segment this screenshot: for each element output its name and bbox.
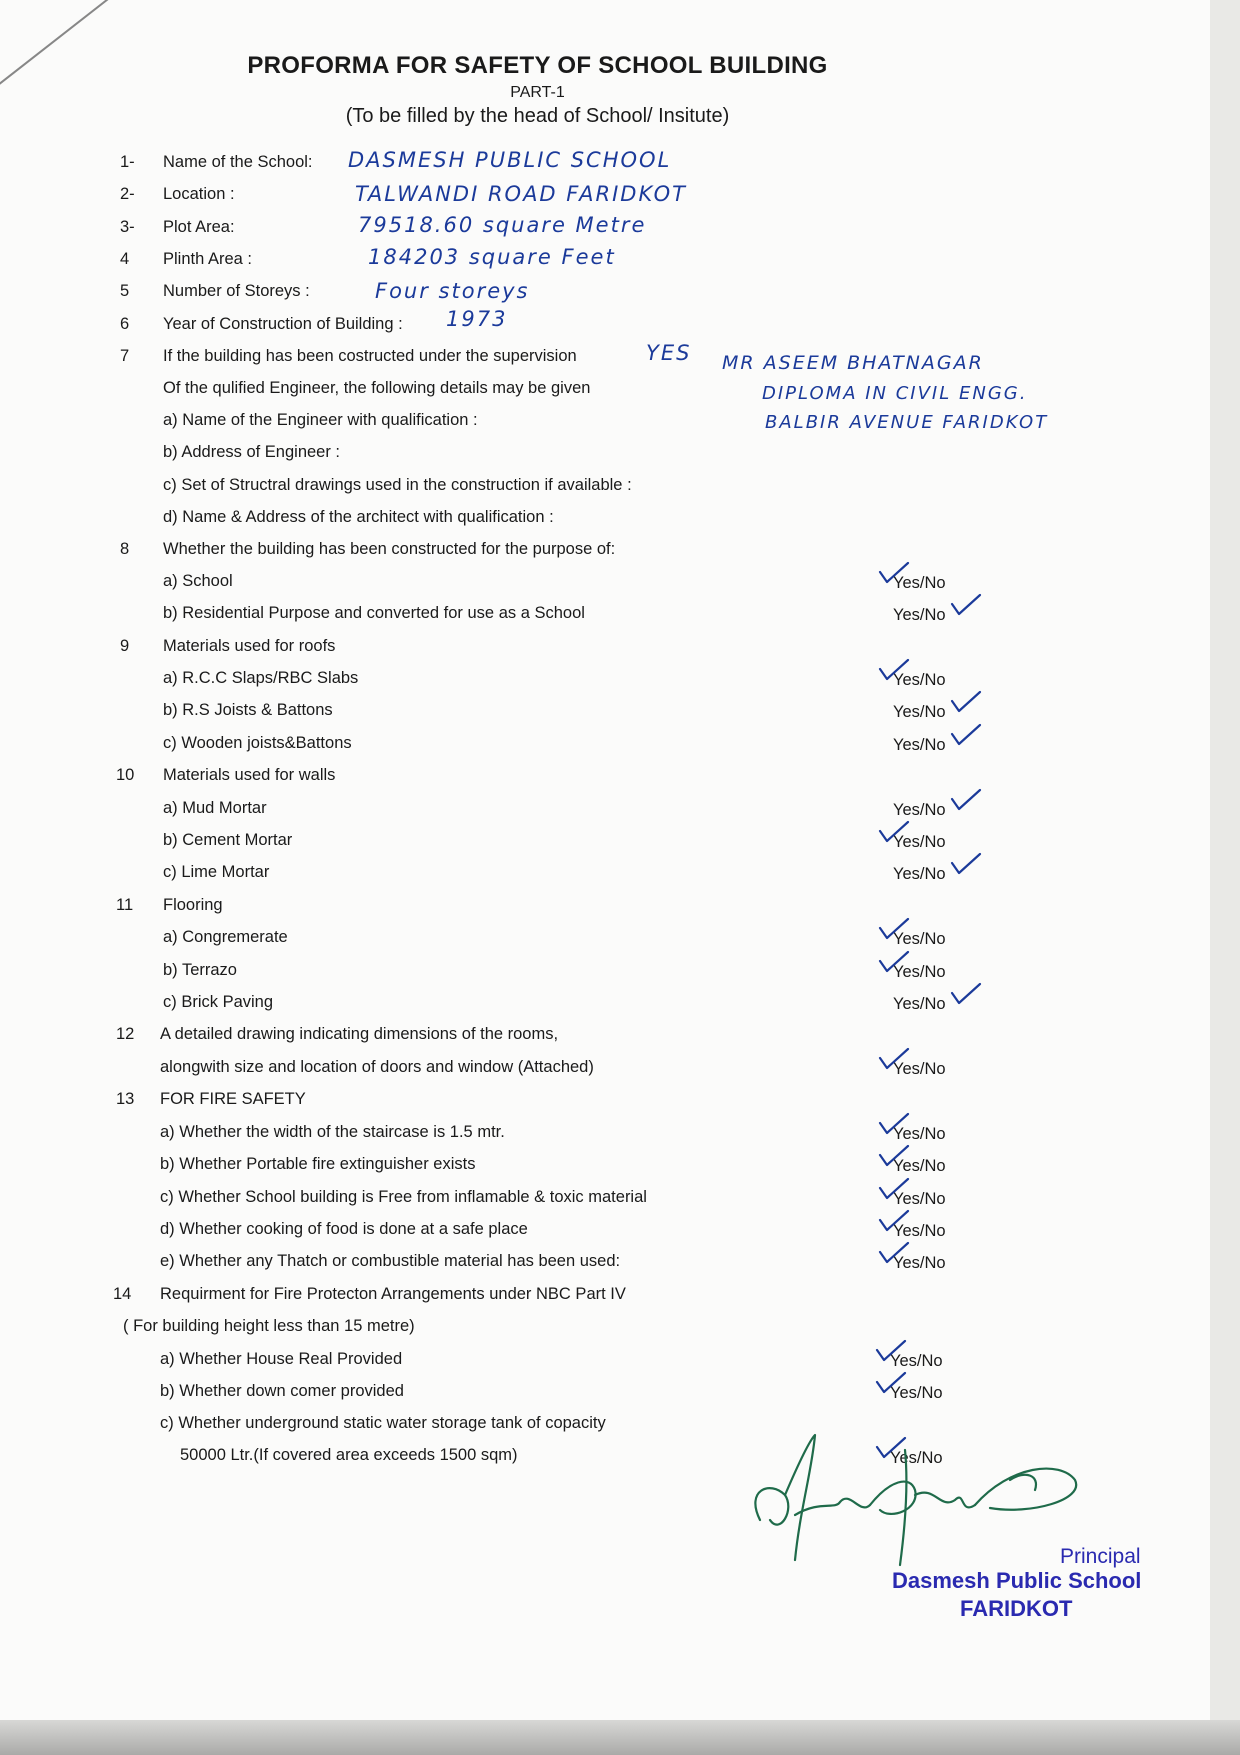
item-number: 13 — [116, 1090, 135, 1108]
item-label: A detailed drawing indicating dimensions of the rooms, — [160, 1025, 559, 1043]
tick-yes-icon — [877, 1176, 911, 1202]
item-label: b) Terrazo — [163, 961, 237, 979]
item-label: a) School — [163, 572, 233, 590]
yes-no-answer: Yes/No — [893, 1222, 946, 1240]
yes-no-answer: Yes/No — [893, 1060, 946, 1078]
item-label: b) Whether Portable fire extinguisher exists — [160, 1155, 476, 1173]
engineer-qualification-value: DIPLOMA IN CIVIL ENGG. — [762, 383, 1028, 404]
yes-no-answer: Yes/No — [893, 606, 946, 624]
tick-no-icon — [949, 851, 983, 877]
item-label: Plot Area: — [163, 218, 235, 236]
item-label: Name of the School: — [163, 153, 313, 171]
yes-no-answer: Yes/No — [890, 1384, 943, 1402]
yes-no-answer: Yes/No — [890, 1449, 943, 1467]
item-number: 12 — [116, 1025, 135, 1043]
item-number: 8 — [120, 540, 130, 558]
item-number: 14 — [113, 1285, 132, 1303]
principal-signature — [740, 1420, 1100, 1570]
yes-no-answer: Yes/No — [893, 671, 946, 689]
item-label: a) Congremerate — [163, 928, 288, 946]
item-label: d) Whether cooking of food is done at a safe place — [160, 1220, 528, 1238]
item-label: c) Brick Paving — [163, 993, 274, 1011]
tick-yes-icon — [874, 1370, 908, 1396]
tick-no-icon — [949, 722, 983, 748]
item-label: If the building has been costructed under the supervision — [163, 347, 577, 365]
yes-no-answer: Yes/No — [893, 833, 946, 851]
tick-yes-icon — [877, 1240, 911, 1266]
form-title: PROFORMA FOR SAFETY OF SCHOOL BUILDING — [247, 52, 828, 79]
yes-no-answer: Yes/No — [893, 1125, 946, 1143]
scan-edge-bottom — [0, 1720, 1240, 1755]
tick-yes-icon — [877, 1143, 911, 1169]
item-label: Number of Storeys : — [163, 282, 310, 300]
item-number: 11 — [116, 896, 134, 914]
item-number: 2- — [120, 185, 135, 203]
item-label: 50000 Ltr.(If covered area exceeds 1500 sqm) — [180, 1446, 518, 1464]
yes-no-answer: Yes/No — [893, 1157, 946, 1175]
item-label: alongwith size and location of doors and window (Attached) — [160, 1058, 594, 1076]
tick-yes-icon — [877, 1046, 911, 1072]
plot-area-value: 79518.60 square Metre — [358, 213, 647, 237]
school-name-value: DASMESH PUBLIC SCHOOL — [348, 148, 672, 172]
item-label: c) Whether underground static water storage tank of copacity — [160, 1414, 606, 1432]
stamp-school: Dasmesh Public School — [892, 1568, 1142, 1593]
item-number: 6 — [120, 315, 130, 333]
item-label: c) Lime Mortar — [163, 863, 270, 881]
tick-yes-icon — [877, 819, 911, 845]
item-label: Location : — [163, 185, 235, 203]
item-label: c) Whether School building is Free from inflamable & toxic material — [160, 1188, 647, 1206]
yes-no-answer: Yes/No — [893, 736, 946, 754]
item-label: Of the qulified Engineer, the following details may be given — [163, 379, 591, 397]
yes-no-answer: Yes/No — [893, 1254, 946, 1272]
location-value: TALWANDI ROAD FARIDKOT — [355, 182, 688, 206]
item-label: Flooring — [163, 896, 223, 914]
tick-no-icon — [949, 787, 983, 813]
item-label: a) R.C.C Slaps/RBC Slabs — [163, 669, 359, 687]
item-label: Requirment for Fire Protecton Arrangements under NBC Part IV — [160, 1285, 626, 1303]
tick-no-icon — [949, 981, 983, 1007]
yes-no-answer: Yes/No — [893, 703, 946, 721]
engineer-address-value: BALBIR AVENUE FARIDKOT — [765, 412, 1049, 433]
tick-yes-icon — [877, 949, 911, 975]
yes-no-answer: Yes/No — [893, 801, 946, 819]
yes-no-answer: Yes/No — [893, 1190, 946, 1208]
item-label: b) Residential Purpose and converted for use as a School — [163, 604, 585, 622]
supervision-answer: YES — [646, 341, 692, 365]
tick-yes-icon — [877, 1111, 911, 1137]
form-subtitle: (To be filled by the head of School/ Insitute) — [345, 105, 730, 127]
yes-no-answer: Yes/No — [890, 1352, 943, 1370]
form-part: PART-1 — [510, 84, 565, 101]
yes-no-answer: Yes/No — [893, 995, 946, 1013]
item-label: a) Name of the Engineer with qualification : — [163, 411, 478, 429]
item-number: 5 — [120, 282, 130, 300]
item-label: Year of Construction of Building : — [163, 315, 403, 333]
tick-yes-icon — [877, 657, 911, 683]
yes-no-answer: Yes/No — [893, 963, 946, 981]
item-label: Materials used for walls — [163, 766, 336, 784]
item-number: 7 — [120, 347, 130, 365]
item-number: 3- — [120, 218, 135, 236]
construction-year-value: 1973 — [446, 307, 508, 331]
item-number: 10 — [116, 766, 135, 784]
tick-yes-icon — [874, 1435, 908, 1461]
item-label: Materials used for roofs — [163, 637, 336, 655]
tick-no-icon — [949, 689, 983, 715]
plinth-area-value: 184203 square Feet — [368, 245, 616, 269]
item-label: FOR FIRE SAFETY — [160, 1090, 306, 1108]
item-label: b) Whether down comer provided — [160, 1382, 404, 1400]
item-label: b) R.S Joists & Battons — [163, 701, 333, 719]
item-label: a) Whether House Real Provided — [160, 1350, 403, 1368]
item-label: c) Wooden joists&Battons — [163, 734, 352, 752]
item-label: c) Set of Structral drawings used in the construction if available : — [163, 476, 632, 494]
item-label: e) Whether any Thatch or combustible material has been used: — [160, 1252, 621, 1270]
tick-yes-icon — [877, 916, 911, 942]
tick-no-icon — [949, 592, 983, 618]
item-label: Whether the building has been constructed for the purpose of: — [163, 540, 616, 558]
item-label: b) Cement Mortar — [163, 831, 293, 849]
item-label: Plinth Area : — [163, 250, 252, 268]
item-label: d) Name & Address of the architect with qualification : — [163, 508, 554, 526]
tick-yes-icon — [874, 1338, 908, 1364]
item-label: a) Mud Mortar — [163, 799, 267, 817]
yes-no-answer: Yes/No — [893, 865, 946, 883]
yes-no-answer: Yes/No — [893, 930, 946, 948]
engineer-name-value: MR ASEEM BHATNAGAR — [722, 352, 984, 374]
item-label: a) Whether the width of the staircase is 1.5 mtr. — [160, 1123, 505, 1141]
storeys-value: Four storeys — [375, 279, 530, 303]
tick-yes-icon — [877, 1208, 911, 1234]
stamp-role: Principal — [1060, 1545, 1141, 1568]
scan-edge-right — [1210, 0, 1240, 1755]
stamp-city: FARIDKOT — [960, 1596, 1073, 1621]
item-label: b) Address of Engineer : — [163, 443, 341, 461]
item-number: 4 — [120, 250, 130, 268]
item-number: 9 — [120, 637, 130, 655]
item-label: ( For building height less than 15 metre) — [123, 1317, 415, 1335]
item-number: 1- — [120, 153, 135, 171]
tick-yes-icon — [877, 560, 911, 586]
yes-no-answer: Yes/No — [893, 574, 946, 592]
